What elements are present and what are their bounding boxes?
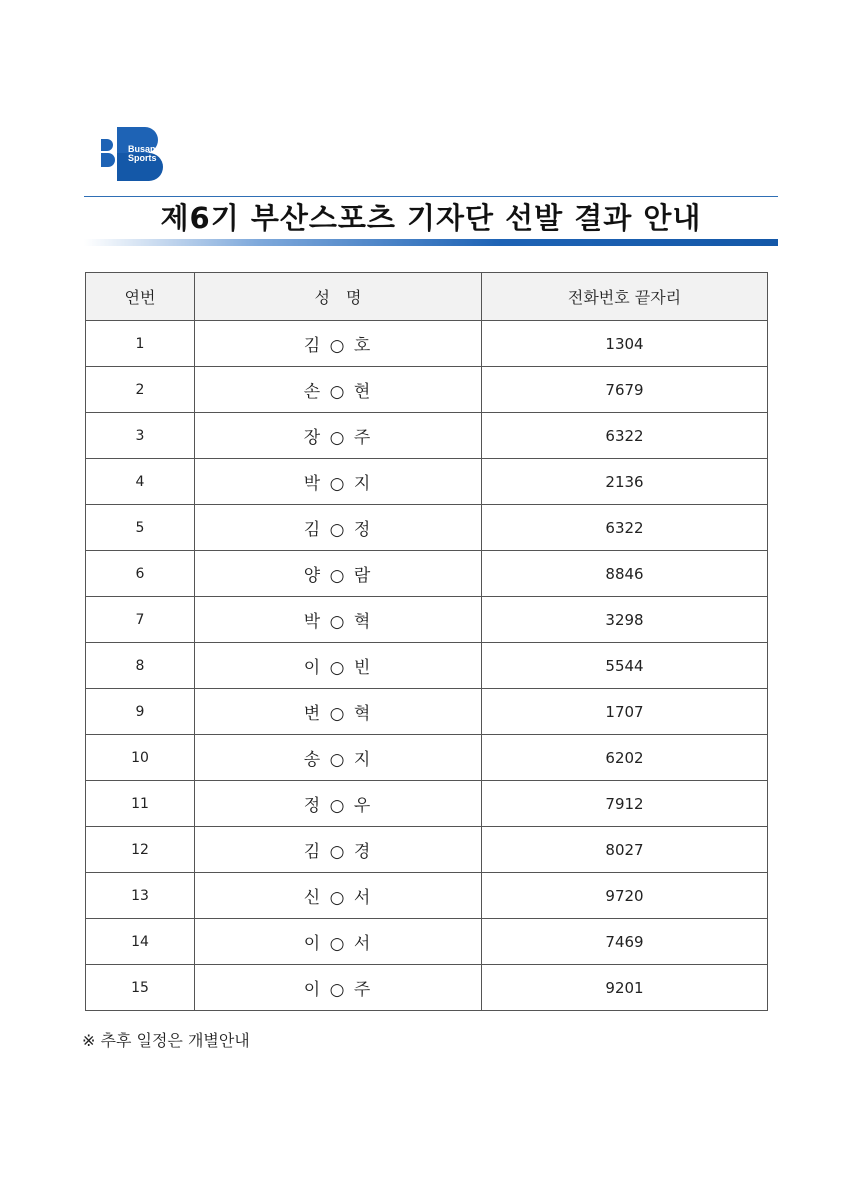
row-phone: 1304 bbox=[482, 321, 768, 367]
table-row bbox=[86, 965, 768, 1011]
table-row bbox=[86, 735, 768, 781]
row-number: 11 bbox=[86, 781, 195, 827]
row-name: 손 ○ 현 bbox=[195, 367, 482, 413]
table-row bbox=[86, 551, 768, 597]
row-phone: 8027 bbox=[482, 827, 768, 873]
row-number: 5 bbox=[86, 505, 195, 551]
row-number: 12 bbox=[86, 827, 195, 873]
row-number: 4 bbox=[86, 459, 195, 505]
row-name: 이 ○ 빈 bbox=[195, 643, 482, 689]
page-title: 제6기 부산스포츠 기자단 선발 결과 안내 bbox=[160, 201, 702, 235]
row-phone: 3298 bbox=[482, 597, 768, 643]
row-phone: 8846 bbox=[482, 551, 768, 597]
results-table bbox=[85, 272, 768, 1011]
row-number: 1 bbox=[86, 321, 195, 367]
header-phone: 전화번호 끝자리 bbox=[482, 273, 768, 321]
row-number: 14 bbox=[86, 919, 195, 965]
table-row bbox=[86, 781, 768, 827]
footnote: ※ 추후 일정은 개별안내 bbox=[82, 1031, 250, 1050]
row-name: 김 ○ 호 bbox=[195, 321, 482, 367]
header-name: 성 명 bbox=[195, 273, 482, 321]
table-row bbox=[86, 597, 768, 643]
table-row bbox=[86, 919, 768, 965]
table-row bbox=[86, 459, 768, 505]
header-number: 연번 bbox=[86, 273, 195, 321]
row-phone: 7469 bbox=[482, 919, 768, 965]
row-number: 13 bbox=[86, 873, 195, 919]
table-row bbox=[86, 413, 768, 459]
row-name: 양 ○ 람 bbox=[195, 551, 482, 597]
row-phone: 9201 bbox=[482, 965, 768, 1011]
row-number: 6 bbox=[86, 551, 195, 597]
row-number: 8 bbox=[86, 643, 195, 689]
row-phone: 1707 bbox=[482, 689, 768, 735]
row-name: 김 ○ 경 bbox=[195, 827, 482, 873]
row-phone: 2136 bbox=[482, 459, 768, 505]
title-underline-bar bbox=[84, 239, 778, 246]
row-number: 3 bbox=[86, 413, 195, 459]
row-phone: 5544 bbox=[482, 643, 768, 689]
table-row bbox=[86, 321, 768, 367]
row-name: 송 ○ 지 bbox=[195, 735, 482, 781]
row-number: 9 bbox=[86, 689, 195, 735]
row-number: 2 bbox=[86, 367, 195, 413]
table-row bbox=[86, 873, 768, 919]
row-name: 변 ○ 혁 bbox=[195, 689, 482, 735]
row-name: 이 ○ 서 bbox=[195, 919, 482, 965]
table-row bbox=[86, 643, 768, 689]
table-row bbox=[86, 689, 768, 735]
table-header-row bbox=[86, 273, 768, 321]
row-phone: 9720 bbox=[482, 873, 768, 919]
row-phone: 6322 bbox=[482, 413, 768, 459]
row-name: 장 ○ 주 bbox=[195, 413, 482, 459]
row-number: 10 bbox=[86, 735, 195, 781]
row-phone: 6202 bbox=[482, 735, 768, 781]
row-name: 이 ○ 주 bbox=[195, 965, 482, 1011]
table-row bbox=[86, 505, 768, 551]
table-row bbox=[86, 827, 768, 873]
row-name: 김 ○ 정 bbox=[195, 505, 482, 551]
table-row bbox=[86, 367, 768, 413]
row-name: 정 ○ 우 bbox=[195, 781, 482, 827]
row-phone: 7679 bbox=[482, 367, 768, 413]
row-phone: 7912 bbox=[482, 781, 768, 827]
row-name: 박 ○ 지 bbox=[195, 459, 482, 505]
logo-text: Busan Sports bbox=[128, 144, 157, 163]
row-name: 박 ○ 혁 bbox=[195, 597, 482, 643]
row-phone: 6322 bbox=[482, 505, 768, 551]
row-number: 15 bbox=[86, 965, 195, 1011]
row-name: 신 ○ 서 bbox=[195, 873, 482, 919]
row-number: 7 bbox=[86, 597, 195, 643]
